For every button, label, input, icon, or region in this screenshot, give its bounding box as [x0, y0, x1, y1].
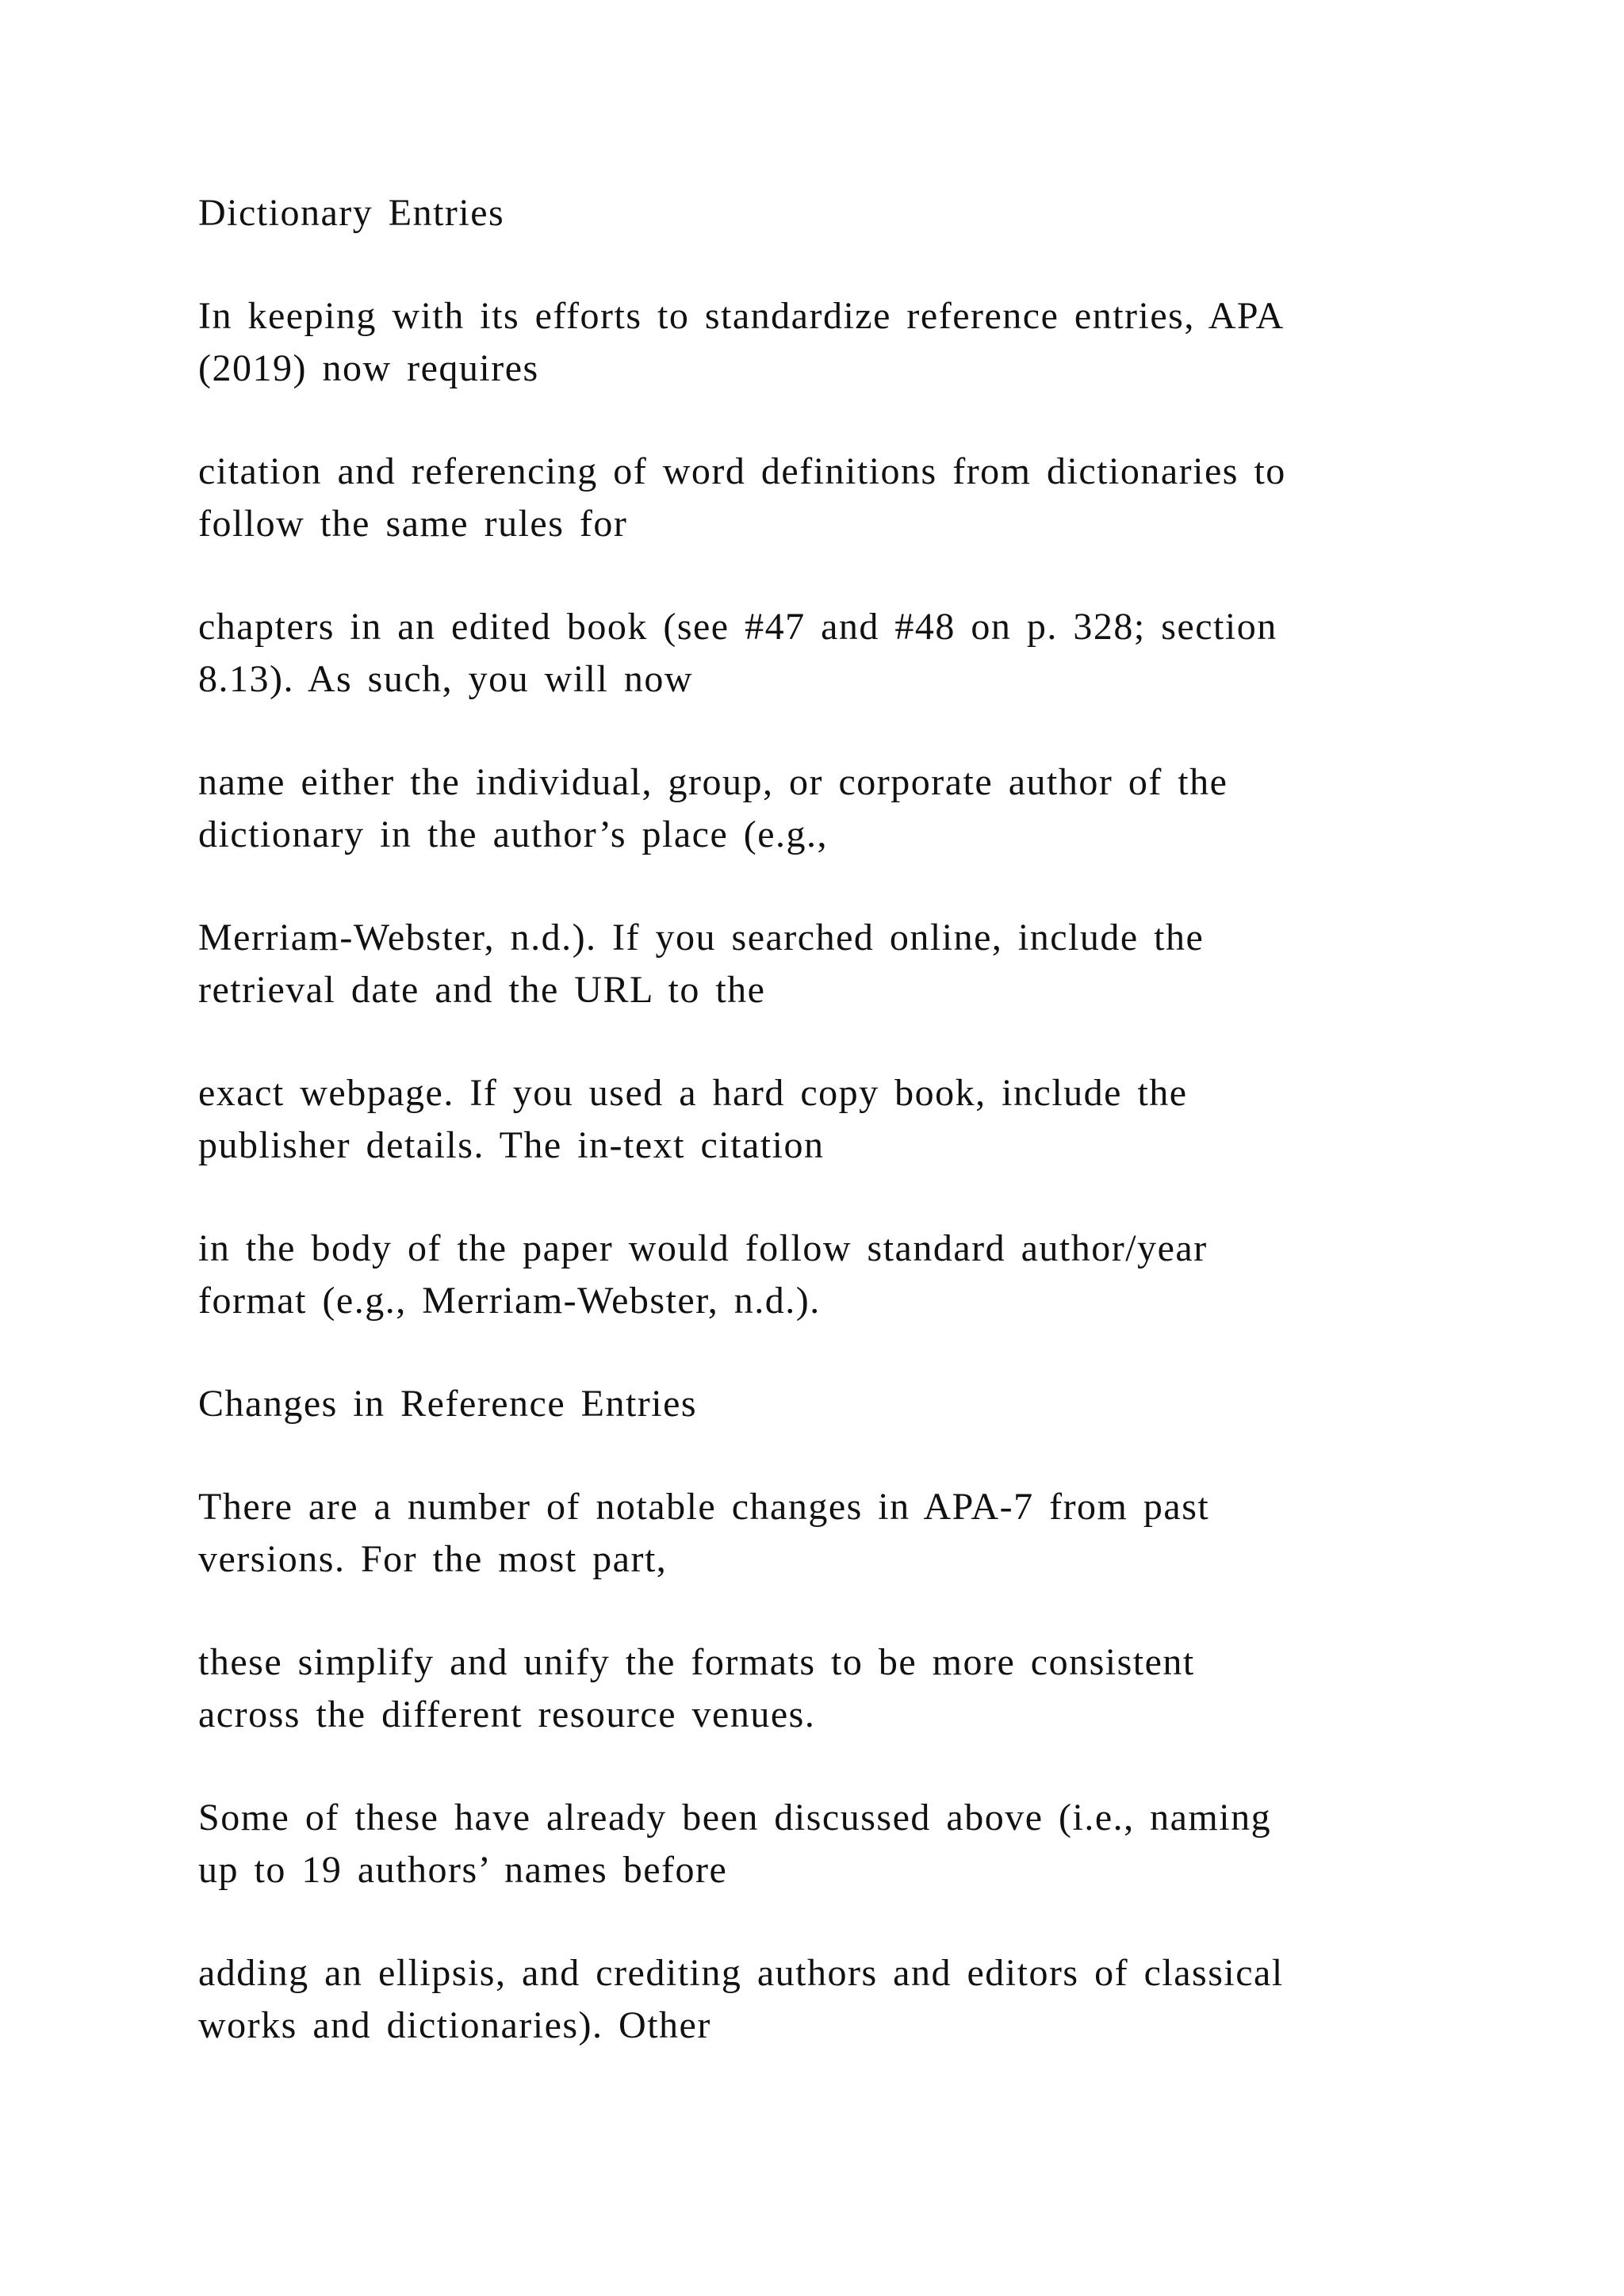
paragraph-line: format (e.g., Merriam-Webster, n.d.).: [198, 1280, 821, 1322]
paragraph-line: dictionary in the author’s place (e.g.,: [198, 813, 829, 855]
paragraph-line: follow the same rules for: [198, 503, 628, 545]
paragraph-line: in the body of the paper would follow standard author/year: [198, 1227, 1208, 1269]
section-heading-dictionary-entries: Dictionary Entries: [198, 192, 505, 234]
paragraph-line: versions. For the most part,: [198, 1538, 668, 1580]
paragraph-7: [198, 1223, 1435, 1327]
paragraph-line: Some of these have already been discussed above (i.e., naming: [198, 1797, 1272, 1839]
paragraph-11: [198, 1947, 1435, 2052]
paragraph-1: [198, 290, 1435, 395]
paragraph-line: (2019) now requires: [198, 347, 539, 389]
paragraph-2: [198, 446, 1435, 550]
paragraph-line: 8.13). As such, you will now: [198, 658, 693, 700]
paragraph-line: across the different resource venues.: [198, 1693, 816, 1735]
paragraph-line: publisher details. The in-text citation: [198, 1124, 825, 1166]
paragraph-line: adding an ellipsis, and crediting authors and editors of classical: [198, 1952, 1284, 1994]
paragraph-line: retrieval date and the URL to the: [198, 969, 766, 1011]
paragraph-line: In keeping with its efforts to standardize reference entries, APA: [198, 295, 1285, 337]
document-page: [198, 187, 1435, 2103]
paragraph-line: these simplify and unify the formats to be more consistent: [198, 1641, 1195, 1683]
paragraph-6: [198, 1067, 1435, 1172]
paragraph-line: up to 19 authors’ names before: [198, 1849, 728, 1891]
section-heading-changes-in-reference-entries: Changes in Reference Entries: [198, 1383, 698, 1425]
paragraph-8: [198, 1481, 1435, 1586]
paragraph-4: [198, 756, 1435, 861]
paragraph-line: citation and referencing of word definitions from dictionaries to: [198, 450, 1286, 492]
paragraph-line: works and dictionaries). Other: [198, 2004, 711, 2046]
paragraph-9: [198, 1636, 1435, 1741]
paragraph-line: Merriam-Webster, n.d.). If you searched online, include the: [198, 916, 1205, 959]
paragraph-line: name either the individual, group, or corporate author of the: [198, 761, 1228, 803]
paragraph-line: chapters in an edited book (see #47 and #48 on p. 328; section: [198, 606, 1277, 648]
paragraph-3: [198, 601, 1435, 706]
paragraph-10: [198, 1792, 1435, 1896]
paragraph-line: exact webpage. If you used a hard copy book, include the: [198, 1072, 1188, 1114]
paragraph-line: There are a number of notable changes in APA-7 from past: [198, 1486, 1210, 1528]
paragraph-5: [198, 912, 1435, 1016]
